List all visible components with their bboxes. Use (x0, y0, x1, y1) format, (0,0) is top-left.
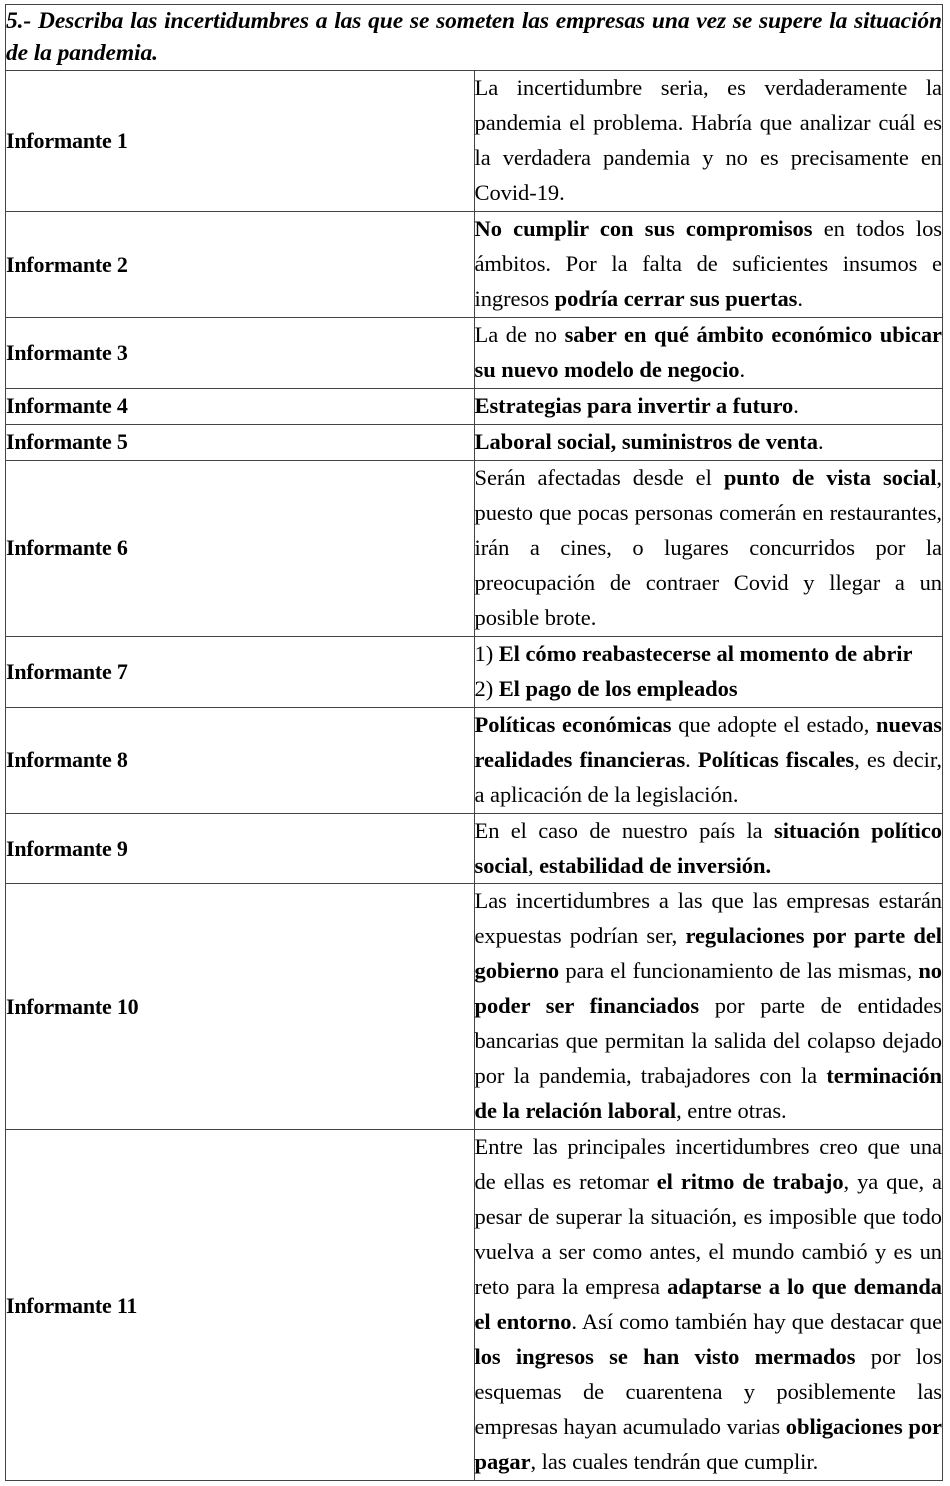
plain-text: , es decir, a aplicación de la legislación. (474, 746, 942, 807)
table-row (6, 636, 943, 707)
bold-phrase: El pago de los empleados (498, 675, 738, 701)
table-body (6, 5, 943, 1481)
table-row (6, 1130, 943, 1481)
informant-answer-cell (474, 70, 943, 211)
plain-text: Entre las principales incertidumbres creo que una de ellas es retomar (474, 1134, 942, 1195)
plain-text: 2) (474, 675, 499, 701)
plain-text: por parte de entidades bancarias que permitan la salida del colapso dejado por la pandemia, trabajadores con la (474, 993, 942, 1089)
plain-text: que adopte el estado, (671, 711, 877, 737)
table-row (6, 70, 943, 211)
informant-label: Informante 4 (6, 393, 128, 419)
informant-label: Informante 2 (6, 251, 128, 277)
informant-label-cell (6, 388, 475, 424)
answer-line (475, 672, 943, 707)
informant-label-cell (6, 460, 475, 636)
informant-label-cell (6, 70, 475, 211)
informant-label: Informante 7 (6, 658, 128, 684)
plain-text: . (793, 392, 799, 418)
informant-label-cell (6, 707, 475, 813)
bold-phrase: adaptarse a lo que demanda el entorno (474, 1274, 942, 1335)
informant-label: Informante 6 (6, 535, 128, 561)
informant-answer-cell (474, 424, 943, 460)
table-row (6, 813, 943, 884)
bold-phrase: el ritmo de trabajo (656, 1169, 844, 1195)
informant-answer-cell (474, 317, 943, 388)
informant-answer-cell (474, 460, 943, 636)
informant-answer (475, 708, 943, 813)
plain-text: 1) (474, 640, 499, 666)
plain-text: . (685, 746, 698, 772)
informant-label: Informante 11 (6, 1292, 138, 1318)
informant-answer (475, 425, 943, 460)
table-row (6, 707, 943, 813)
plain-text: . (797, 285, 803, 311)
question-text: 5.- Describa las incertidumbres a las que se someten las empresas una vez se supere la situación de la pandemia. (6, 8, 942, 67)
plain-text: por los esquemas de cuarentena y posiblemente las empresas hayan acumulado varias (474, 1344, 942, 1440)
informant-answer-cell (474, 636, 943, 707)
informants-table (5, 4, 943, 1481)
informant-answer (475, 389, 943, 424)
informant-answer (475, 461, 943, 636)
table-row (6, 424, 943, 460)
informant-label-cell (6, 636, 475, 707)
informant-label-cell (6, 813, 475, 884)
informant-answer (475, 318, 943, 388)
bold-phrase: saber en qué ámbito económico ubicar su nuevo modelo de negocio (474, 321, 942, 382)
plain-text: , (527, 852, 540, 878)
plain-text: , puesto que pocas personas comerán en restaurantes, irán a cines, o lugares concurridos por la preocupación de contraer Covid y llegar a un posible brote. (474, 464, 942, 630)
bold-phrase: situación político social (474, 817, 942, 878)
plain-text: , ya que, a pesar de superar la situación, es imposible que todo vuelva a ser como antes, el mundo cambió y es un reto para la empresa (474, 1169, 942, 1300)
informant-label-cell (6, 424, 475, 460)
bold-phrase: regulaciones por parte del gobierno (474, 923, 942, 984)
bold-phrase: podría cerrar sus puertas (554, 285, 798, 311)
informant-answer-cell (474, 211, 943, 317)
bold-phrase: Laboral social, suministros de venta (474, 428, 818, 454)
informant-label-cell (6, 317, 475, 388)
table-row (6, 211, 943, 317)
bold-phrase: obligaciones por pagar (474, 1414, 942, 1475)
plain-text: En el caso de nuestro país la (474, 817, 774, 843)
informant-label-cell (6, 884, 475, 1130)
plain-text: La incertidumbre seria, es verdaderamente la pandemia el problema. Habría que analizar cuál es la verdadera pandemia y no es precisamente en Covid-19. (474, 74, 942, 205)
informant-label-cell (6, 211, 475, 317)
informant-label: Informante 10 (6, 994, 139, 1020)
informant-label: Informante 9 (6, 835, 128, 861)
bold-phrase: terminación de la relación laboral (474, 1063, 942, 1124)
plain-text: para el funcionamiento de las mismas, (559, 958, 919, 984)
informant-answer (475, 814, 943, 884)
plain-text: La de no (474, 321, 565, 347)
plain-text: Serán afectadas desde el (474, 464, 724, 490)
plain-text: , las cuales tendrán que cumplir. (530, 1449, 819, 1475)
plain-text: , entre otras. (676, 1098, 787, 1124)
bold-phrase: Políticas económicas (474, 711, 672, 737)
bold-phrase: los ingresos se han visto mermados (474, 1344, 856, 1370)
bold-phrase: estabilidad de inversión. (539, 852, 772, 878)
informant-label: Informante 1 (6, 128, 128, 154)
bold-phrase: El cómo reabastecerse al momento de abrir (498, 640, 913, 666)
informant-answer-cell (474, 707, 943, 813)
bold-phrase: No cumplir con sus compromisos (474, 215, 813, 241)
table-row (6, 388, 943, 424)
bold-phrase: Estrategias para invertir a futuro (474, 392, 794, 418)
bold-phrase: no poder ser financiados (474, 958, 942, 1019)
bold-phrase: Políticas fiscales (697, 746, 855, 772)
plain-text: Las incertidumbres a las que las empresas estarán expuestas podrían ser, (474, 888, 942, 949)
informant-label: Informante 8 (6, 747, 128, 773)
informant-answer-cell (474, 884, 943, 1130)
bold-phrase: nuevas realidades financieras (474, 711, 942, 772)
informant-label: Informante 3 (6, 339, 128, 365)
table-row (6, 884, 943, 1130)
informant-label-cell (6, 1130, 475, 1481)
question-cell (6, 5, 943, 71)
answer-line (475, 637, 943, 672)
table-row (6, 460, 943, 636)
informant-label: Informante 5 (6, 429, 128, 455)
informant-answer (475, 1130, 943, 1480)
plain-text: . Así como también hay que destacar que (571, 1309, 943, 1335)
question-row (6, 5, 943, 71)
bold-phrase: punto de vista social (723, 464, 937, 490)
informant-answer (475, 212, 943, 317)
informant-answer-cell (474, 388, 943, 424)
informant-answer-cell (474, 813, 943, 884)
informant-answer (475, 637, 943, 707)
plain-text: en todos los ámbitos. Por la falta de suficientes insumos e ingresos (474, 215, 942, 311)
informant-answer (475, 884, 943, 1129)
plain-text: . (817, 428, 824, 454)
table-row (6, 317, 943, 388)
informant-answer (475, 71, 943, 211)
informant-answer-cell (474, 1130, 943, 1481)
plain-text: . (739, 356, 746, 382)
